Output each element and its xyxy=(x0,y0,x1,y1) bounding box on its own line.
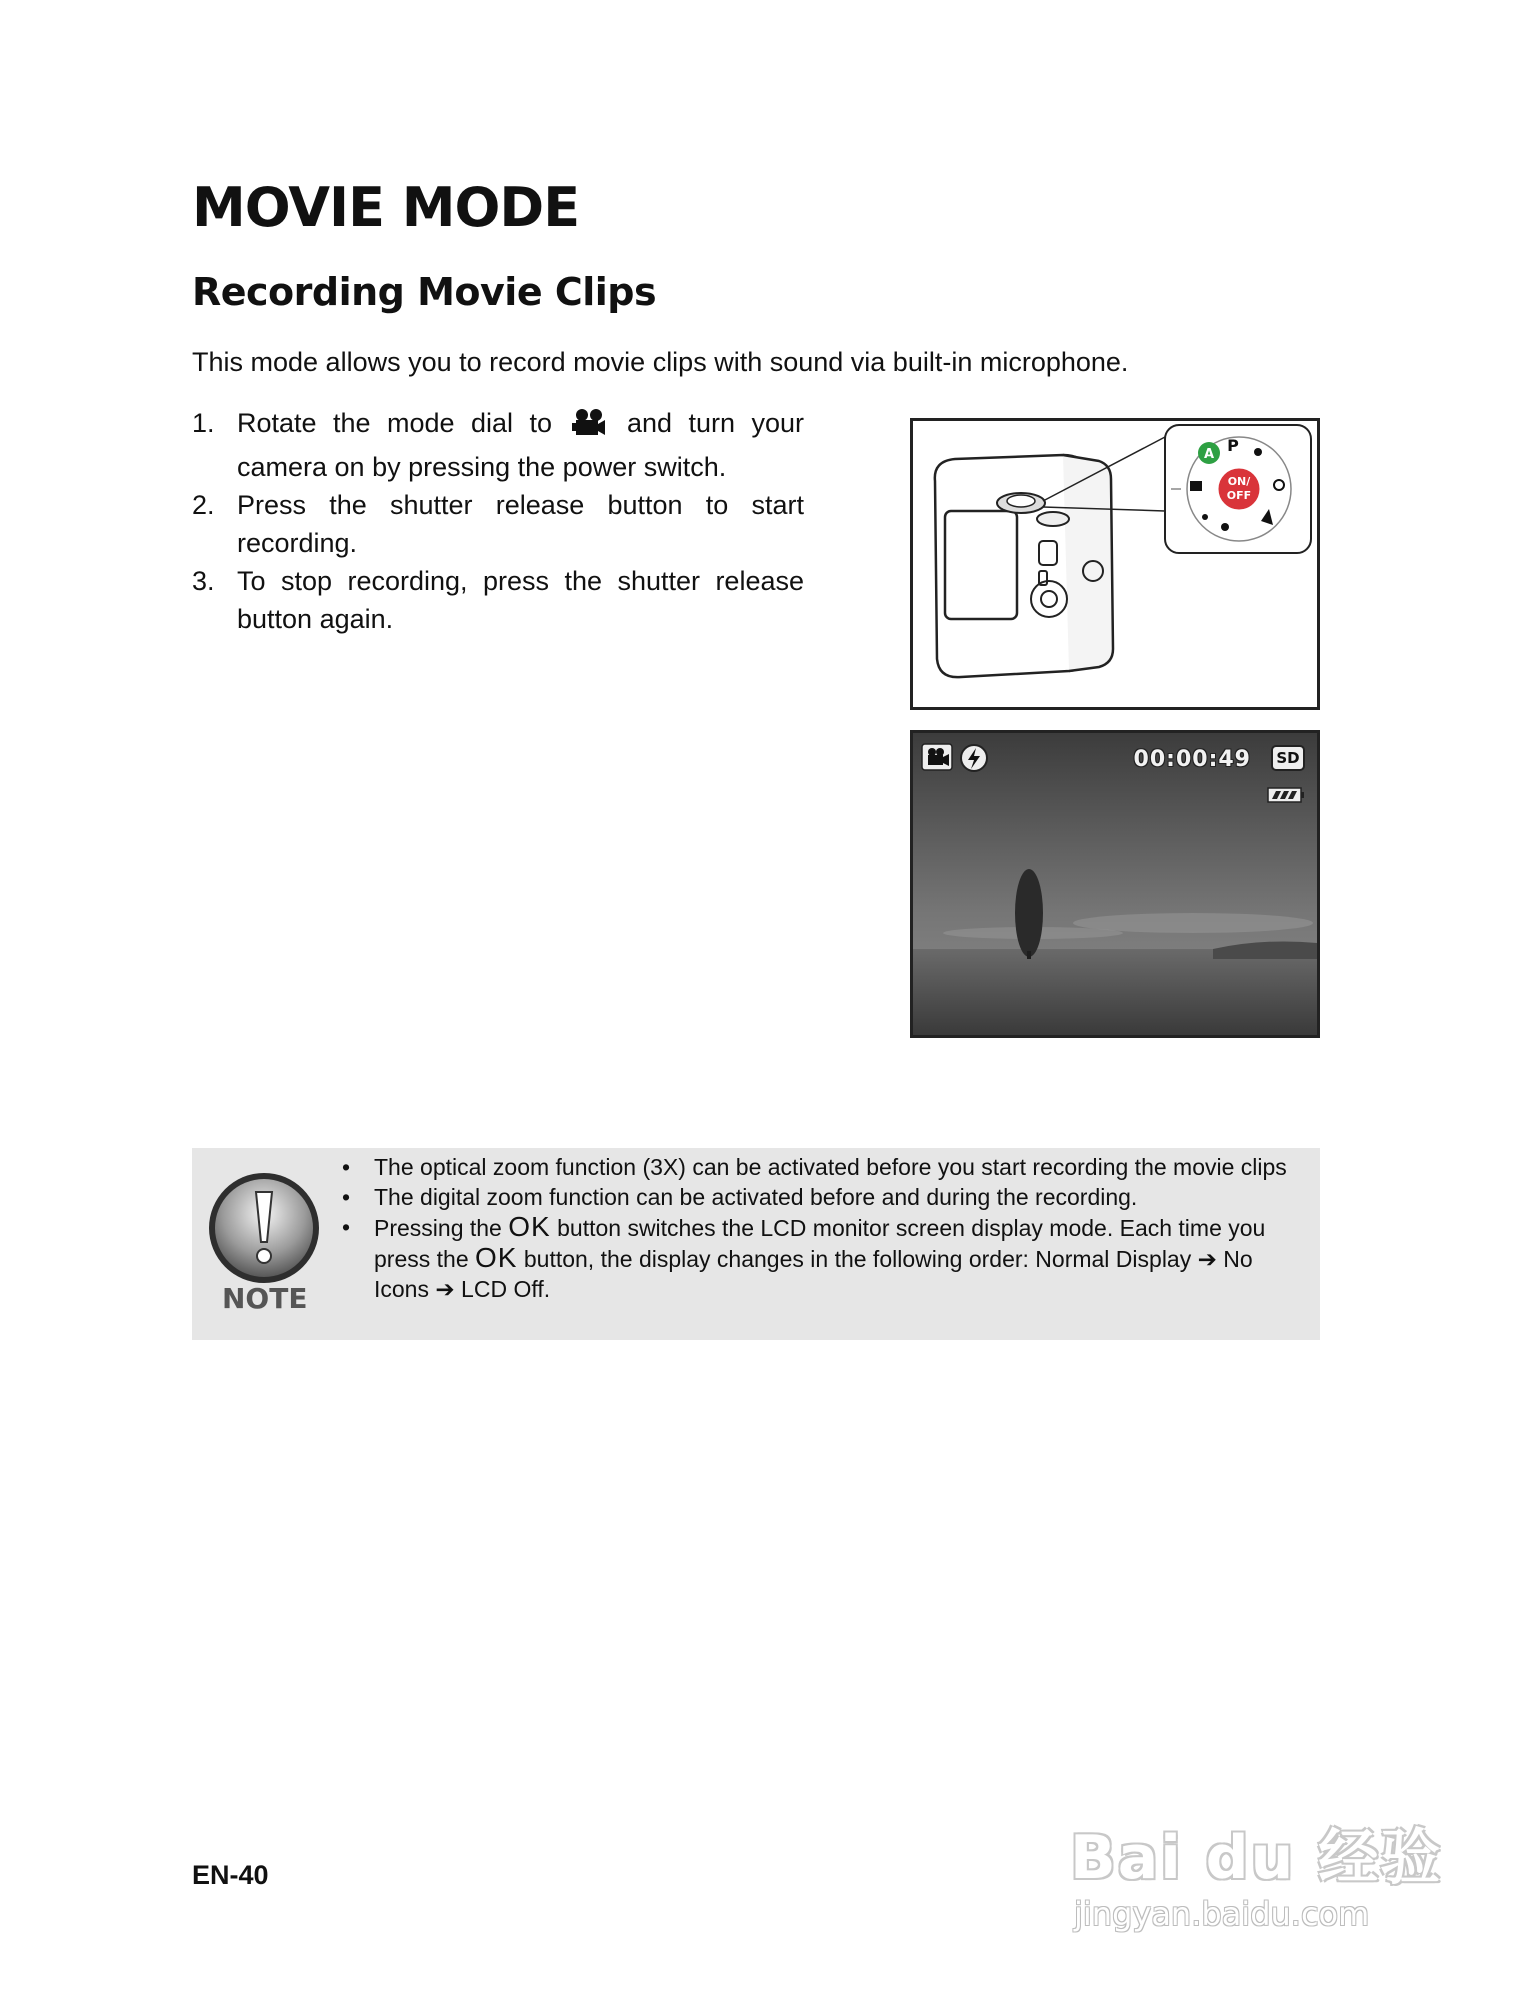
warning-exclamation-icon xyxy=(206,1170,322,1291)
flash-auto-icon xyxy=(959,743,989,778)
note-text: Pressing the xyxy=(374,1215,502,1241)
ok-button-label: OK xyxy=(508,1211,551,1242)
section-subtitle: Recording Movie Clips xyxy=(192,270,657,314)
sd-card-icon: SD xyxy=(1271,745,1305,771)
movie-camera-icon xyxy=(572,408,606,448)
recording-time: 00:00:49 xyxy=(1133,747,1251,772)
page-number: EN-40 xyxy=(192,1860,269,1890)
arrow-right-icon: ➔ xyxy=(1197,1246,1217,1272)
note-text: The digital zoom function can be activated before and during the recording. xyxy=(374,1184,1138,1210)
intro-paragraph: This mode allows you to record movie clips with sound via built-in microphone. xyxy=(192,347,1129,377)
note-text: LCD Off. xyxy=(461,1276,551,1302)
arrow-right-icon: ➔ xyxy=(435,1276,455,1302)
lcd-preview xyxy=(910,730,1320,1038)
svg-text:OFF: OFF xyxy=(1226,489,1252,502)
note-label: NOTE xyxy=(222,1282,308,1315)
list-item xyxy=(192,562,804,638)
note-text: button, the display changes in the following order: Normal Display xyxy=(523,1246,1192,1272)
page-title: MOVIE MODE xyxy=(192,176,580,239)
list-item xyxy=(192,404,804,486)
note-text: The optical zoom function (3X) can be activated before you start recording the movie clips xyxy=(374,1154,1287,1180)
camera-illustration xyxy=(910,418,1320,710)
ok-button-label: OK xyxy=(475,1242,518,1273)
step-text: To stop recording, press the shutter release button again. xyxy=(237,566,804,634)
list-item xyxy=(192,486,804,562)
step-text: Press the shutter release button to start recording. xyxy=(237,490,804,558)
step-number: 1. xyxy=(192,408,215,438)
svg-text:P: P xyxy=(1227,436,1239,455)
list-item xyxy=(342,1152,1302,1182)
svg-text:A: A xyxy=(1203,447,1215,462)
watermark-url: jingyan.baidu.com xyxy=(1074,1895,1370,1933)
landscape-photo xyxy=(913,733,1317,1035)
steps-list xyxy=(192,404,804,638)
note-box xyxy=(192,1148,1320,1340)
camera-drawing xyxy=(913,421,1317,707)
svg-text:ON/: ON/ xyxy=(1227,475,1251,488)
list-item xyxy=(342,1212,1302,1304)
battery-icon xyxy=(1267,787,1305,808)
step-number: 3. xyxy=(192,566,215,596)
note-list xyxy=(342,1152,1302,1304)
step-text-part: Rotate the mode dial to xyxy=(237,408,553,438)
list-item xyxy=(342,1182,1302,1212)
movie-mode-icon xyxy=(921,743,953,776)
step-number: 2. xyxy=(192,490,215,520)
watermark-logo: Bai du 经验 xyxy=(1070,1823,1443,1893)
step-text-part: and turn your camera on by pressing the power switch. xyxy=(237,408,804,482)
note-text: button switches the LCD monitor screen display mode. Each time you press the xyxy=(374,1215,1266,1272)
note-text: No Icons xyxy=(374,1246,1253,1302)
